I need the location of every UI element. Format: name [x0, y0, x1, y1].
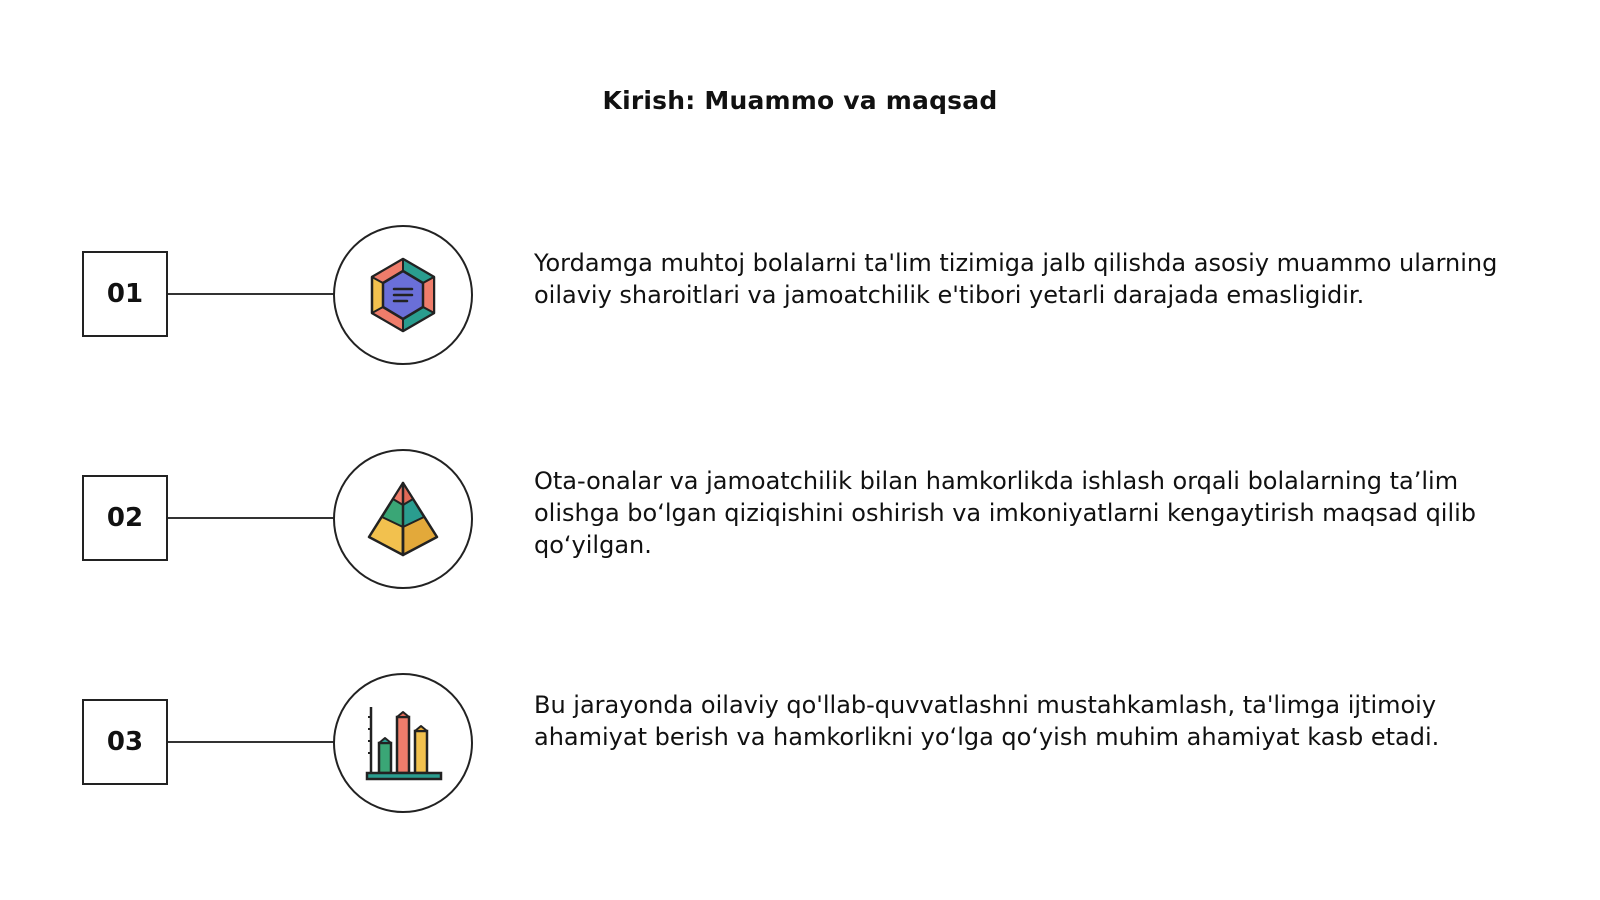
- list-item-3: [0, 673, 1600, 813]
- icon-circle: [333, 673, 473, 813]
- connector-line: [168, 741, 334, 743]
- item-text: Ota-onalar va jamoatchilik bilan hamkorlikda ishlash orqali bolalarning ta’lim olishga bo‘lgan qiziqishini oshirish va imkoniyatlarni kengaytirish maqsad qilib qo‘yilgan.: [534, 467, 1477, 559]
- connector-line: [168, 293, 334, 295]
- list-item-2: [0, 449, 1600, 589]
- connector-line: [168, 517, 334, 519]
- list-item-1: [0, 225, 1600, 365]
- item-text: Bu jarayonda oilaviy qo'llab-quvvatlashni mustahkamlash, ta'limga ijtimoiy ahamiyat berish va hamkorlikni yo‘lga qo‘yish muhim ahamiyat kasb etadi.: [534, 691, 1440, 751]
- pyramid-icon: [363, 479, 443, 559]
- item-number-box: 03: [82, 699, 168, 785]
- hexagon-document-icon: [363, 255, 443, 335]
- bar-chart-icon: [363, 703, 443, 783]
- slide-title: Kirish: Muammo va maqsad: [602, 86, 998, 115]
- icon-circle: [333, 449, 473, 589]
- icon-circle: [333, 225, 473, 365]
- item-number-box: 01: [82, 251, 168, 337]
- item-text: Yordamga muhtoj bolalarni ta'lim tizimiga jalb qilishda asosiy muammo ularning oilaviy sharoitlari va jamoatchilik e'tibori yetarli darajada emasligidir.: [534, 249, 1498, 309]
- item-number-box: 02: [82, 475, 168, 561]
